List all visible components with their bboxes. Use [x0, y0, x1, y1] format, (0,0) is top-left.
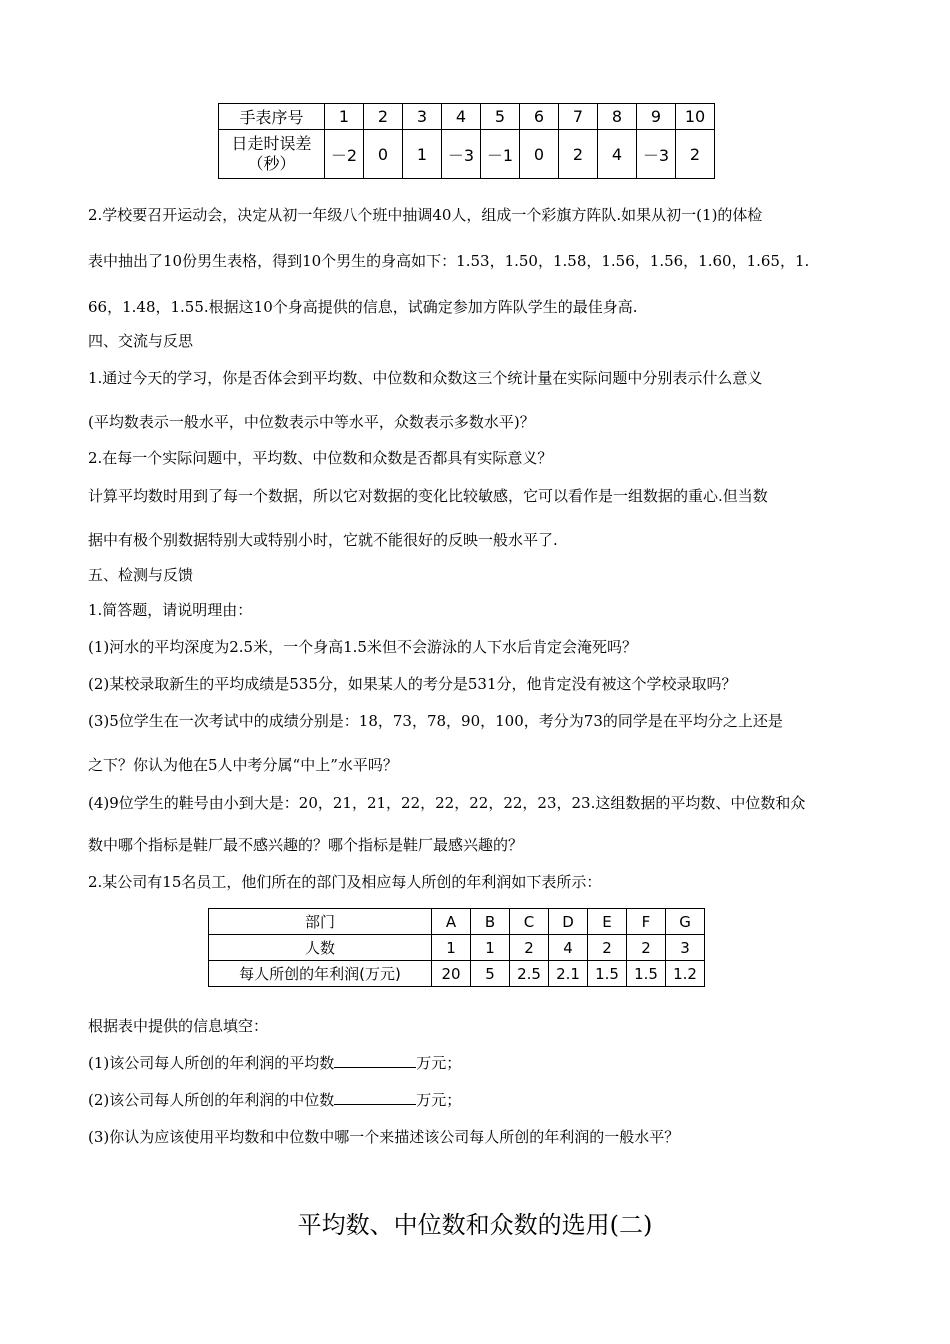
table-cell: 4 — [549, 935, 588, 961]
paragraph-line: 66，1.48，1.55.根据这10个身高提供的信息，试确定参加方阵队学生的最佳身高. — [88, 298, 638, 316]
table-cell: E — [588, 909, 627, 935]
paragraph-line: 据中有极个别数据特别大或特别小时，它就不能很好的反映一般水平了. — [88, 531, 558, 549]
table-cell: 2 — [364, 104, 403, 130]
table-cell: 1.5 — [627, 961, 666, 987]
paragraph-line: (3)你认为应该使用平均数和中位数中哪一个来描述该公司每人所创的年利润的一般水平？ — [88, 1128, 680, 1146]
table-header-cell — [219, 130, 325, 179]
paragraph-line: (平均数表示一般水平，中位数表示中等水平，众数表示多数水平)？ — [88, 413, 535, 431]
section-heading: 五、检测与反馈 — [88, 566, 194, 584]
question-unit: 万元； — [416, 1054, 462, 1072]
table-cell: G — [666, 909, 705, 935]
question-unit: 万元； — [416, 1091, 462, 1109]
table-cell: 6 — [520, 104, 559, 130]
table-row — [209, 909, 705, 935]
table-cell: 1 — [471, 935, 510, 961]
table-cell: －3 — [637, 130, 676, 179]
answer-blank[interactable] — [334, 1090, 416, 1105]
paragraph-line: (1)河水的平均深度为2.5米，一个身高1.5米但不会游泳的人下水后肯定会淹死吗？ — [88, 638, 637, 656]
table-cell: F — [627, 909, 666, 935]
paragraph-line: 2.在每一个实际问题中，平均数、中位数和众数是否都具有实际意义？ — [88, 449, 553, 467]
paragraph-line: 根据表中提供的信息填空： — [88, 1017, 269, 1035]
table-cell: 7 — [559, 104, 598, 130]
table-cell: －1 — [481, 130, 520, 179]
paragraph-line: 1.简答题，请说明理由： — [88, 601, 253, 619]
table-row — [209, 935, 705, 961]
table-cell: B — [471, 909, 510, 935]
table-cell: 1.5 — [588, 961, 627, 987]
table-row — [219, 104, 715, 130]
table-cell: 9 — [637, 104, 676, 130]
row-label-line1: 日走时误差 — [231, 134, 312, 153]
table-cell: 2.5 — [510, 961, 549, 987]
paragraph-line: 表中抽出了10份男生表格，得到10个男生的身高如下：1.53，1.50，1.58，1.56，1.56，1.60，1.65，1. — [88, 252, 810, 270]
table-row — [219, 130, 715, 179]
table-cell: 5 — [481, 104, 520, 130]
answer-blank[interactable] — [334, 1053, 416, 1068]
section-heading: 四、交流与反思 — [88, 332, 194, 350]
table-cell: 5 — [471, 961, 510, 987]
question-text: (2)该公司每人所创的年利润的中位数 — [88, 1091, 335, 1109]
fill-blank-question — [88, 1090, 461, 1110]
table-header-cell: 手表序号 — [219, 104, 325, 130]
table-cell: 10 — [676, 104, 715, 130]
table-cell: 3 — [666, 935, 705, 961]
paragraph-line: (2)某校录取新生的平均成绩是535分，如果某人的考分是531分，他肯定没有被这个学校录取吗？ — [88, 675, 737, 693]
table-cell: 4 — [598, 130, 637, 179]
paragraph-line: (4)9位学生的鞋号由小到大是：20，21，21，22，22，22，22，23，23.这组数据的平均数、中位数和众 — [88, 794, 806, 812]
table-cell: 2 — [676, 130, 715, 179]
row-label-line2: （秒） — [247, 154, 296, 173]
table-header-cell: 每人所创的年利润(万元) — [209, 961, 432, 987]
table-cell: D — [549, 909, 588, 935]
table-header-cell: 部门 — [209, 909, 432, 935]
table-cell: 8 — [598, 104, 637, 130]
fill-blank-question — [88, 1053, 461, 1073]
table-cell: 3 — [403, 104, 442, 130]
table-cell: A — [432, 909, 471, 935]
paragraph-line: 数中哪个指标是鞋厂最不感兴趣的？哪个指标是鞋厂最感兴趣的？ — [88, 836, 524, 854]
table-row — [209, 961, 705, 987]
table-cell: 1.2 — [666, 961, 705, 987]
table-cell: 1 — [325, 104, 364, 130]
paragraph-line: 计算平均数时用到了每一个数据，所以它对数据的变化比较敏感，它可以看作是一组数据的重心.但当数 — [88, 487, 768, 505]
paragraph-line: 2.学校要召开运动会，决定从初一年级八个班中抽调40人，组成一个彩旗方阵队.如果从初一(1)的体检 — [88, 206, 763, 224]
paragraph-line: 1.通过今天的学习，你是否体会到平均数、中位数和众数这三个统计量在实际问题中分别表示什么意义 — [88, 369, 763, 387]
table-cell: C — [510, 909, 549, 935]
table-cell: 4 — [442, 104, 481, 130]
watch-error-table — [218, 103, 715, 179]
paragraph-line: 之下？你认为他在5人中考分属“中上”水平吗？ — [88, 756, 398, 774]
table-cell: 0 — [364, 130, 403, 179]
table-cell: －2 — [325, 130, 364, 179]
table-cell: 1 — [403, 130, 442, 179]
profit-table — [208, 908, 705, 987]
table-cell: 2 — [627, 935, 666, 961]
table-cell: 1 — [432, 935, 471, 961]
table-cell: 2 — [588, 935, 627, 961]
table-cell: 0 — [520, 130, 559, 179]
table-cell: 20 — [432, 961, 471, 987]
table-cell: 2 — [559, 130, 598, 179]
table-header-cell: 人数 — [209, 935, 432, 961]
question-text: (1)该公司每人所创的年利润的平均数 — [88, 1054, 335, 1072]
table-cell: －3 — [442, 130, 481, 179]
paragraph-line: (3)5位学生在一次考试中的成绩分别是：18，73，78，90，100，考分为73的同学是在平均分之上还是 — [88, 712, 783, 730]
table-cell: 2.1 — [549, 961, 588, 987]
section-title: 平均数、中位数和众数的选用(二) — [297, 1211, 653, 1239]
paragraph-line: 2.某公司有15名员工，他们所在的部门及相应每人所创的年利润如下表所示： — [88, 873, 602, 891]
table-cell: 2 — [510, 935, 549, 961]
